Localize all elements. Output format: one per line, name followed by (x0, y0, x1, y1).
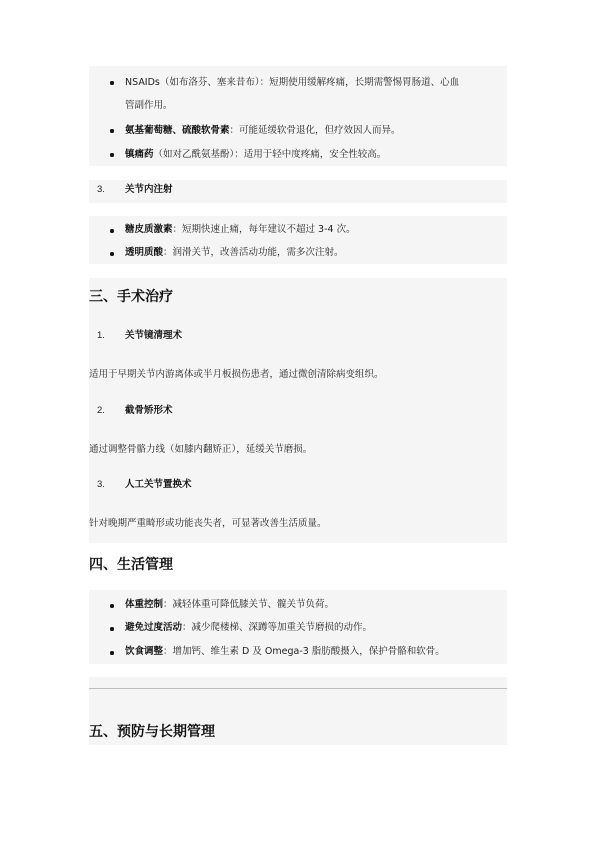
section-heading-prevention: 五、预防与长期管理 (89, 724, 215, 740)
subsection-title: 人工关节置换术 (125, 479, 192, 490)
list-bullet (110, 129, 114, 133)
list-item-desc: ：减轻体重可降低膝关节、髋关节负荷。 (163, 599, 335, 610)
list-item-desc: ：润滑关节，改善活动功能，需多次注射。 (163, 247, 344, 258)
list-item (125, 621, 372, 635)
horizontal-rule (89, 688, 507, 689)
list-item-desc: ：减少爬楼梯、深蹲等加重关节磨损的动作。 (182, 622, 373, 633)
list-bullet (110, 627, 114, 631)
list-item-label: 体重控制 (125, 599, 164, 610)
subsection-title: 关节镜清理术 (125, 330, 183, 341)
list-item (125, 76, 459, 90)
list-bullet (110, 229, 114, 233)
list-item (125, 246, 344, 260)
paragraph: 针对晚期严重畸形或功能丧失者，可显著改善生活质量。 (89, 518, 327, 529)
list-item-desc-2: 管副作用。 (125, 100, 173, 111)
list-item-label: 糖皮质激素 (125, 224, 173, 235)
list-item-desc: ：可能延缓软骨退化，但疗效因人而异。 (229, 125, 401, 136)
list-bullet (110, 651, 114, 655)
subsection-number: 2. (97, 405, 105, 416)
list-bullet (110, 81, 114, 85)
subsection-title: 截骨矫形术 (125, 405, 173, 416)
list-item (125, 124, 401, 138)
list-item-label: NSAIDs (125, 77, 160, 88)
list-item-desc: （如布洛芬、塞来昔布）：短期使用缓解疼痛，长期需警惕胃肠道、心血 (159, 77, 460, 88)
subsection-title: 关节内注射 (125, 184, 173, 195)
paragraph: 适用于早期关节内游离体或半月板损伤患者，通过微创清除病变组织。 (89, 369, 384, 380)
list-item-continuation (125, 99, 173, 113)
subsection-number: 3. (97, 184, 105, 195)
list-bullet (110, 604, 114, 608)
list-item-label: 氨基葡萄糖、硫酸软骨素 (125, 125, 230, 136)
subsection-number: 1. (97, 330, 105, 341)
list-item (125, 223, 356, 237)
list-item-label: 镇痛药 (125, 149, 154, 160)
list-item-label: 避免过度活动 (125, 622, 183, 633)
list-item-desc: ：短期快速止痛，每年建议不超过 3-4 次。 (172, 224, 356, 235)
list-item-desc: （如对乙酰氨基酚）：适用于轻中度疼痛，安全性较高。 (153, 149, 387, 160)
list-item (125, 598, 334, 612)
paragraph: 通过调整骨骼力线（如膝内翻矫正），延缓关节磨损。 (89, 444, 313, 455)
list-bullet (110, 252, 114, 256)
list-item (125, 645, 445, 659)
list-item-label: 饮食调整 (125, 646, 164, 657)
list-item (125, 148, 386, 162)
section-heading-life: 四、生活管理 (89, 557, 173, 573)
list-item-desc: ：增加钙、维生素 D 及 Omega-3 脂肪酸摄入，保护骨骼和软骨。 (163, 646, 445, 657)
list-item-label: 透明质酸 (125, 247, 164, 258)
list-bullet (110, 153, 114, 157)
section-heading-surgery: 三、手术治疗 (89, 289, 173, 305)
subsection-number: 3. (97, 479, 105, 490)
